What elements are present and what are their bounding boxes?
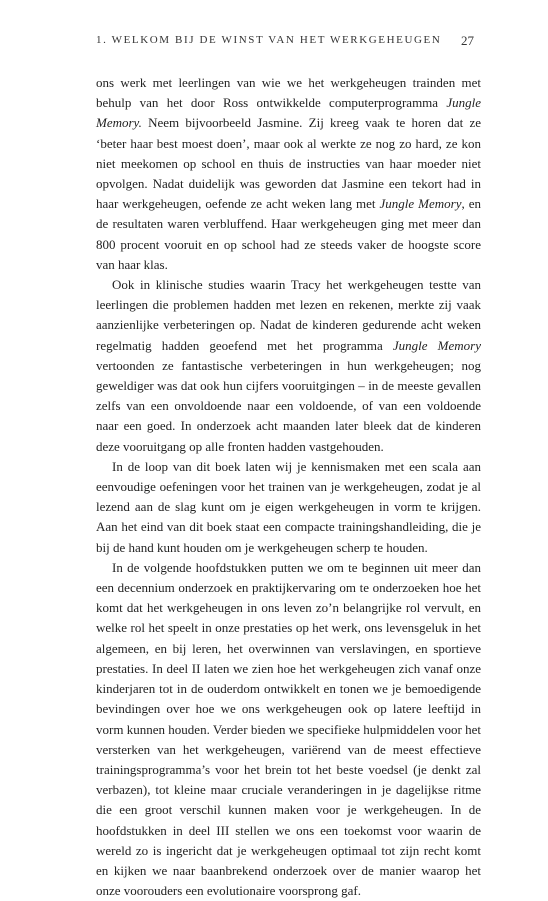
body-text (96, 73, 481, 901)
italic-title: Jungle Memory (379, 196, 462, 212)
italic-title: Jungle Memory (392, 337, 481, 353)
paragraph: In de loop van dit boek laten wij je kennismaken met een scala aan eenvoudige oefeningen voor het trainen van je werkgeheugen, zodat je al lezend aan de slag kunt om je eigen werkgeheugen in vorm te krijgen. Aan het eind van dit boek staat een compacte trainingshandleiding, die je bij de hand kunt houden om je werkgeheugen scherp te houden. (96, 458, 481, 555)
paragraph: In de volgende hoofdstukken putten we om te beginnen uit meer dan een decennium onderzoek en praktijkervaring om te onderzoeken hoe het komt dat het werkgeheugen in ons leven zo’n belangrijke rol vervult, en welke rol het speelt in onze prestaties op het werk, ons levensgeluk in het algemeen, en bij leren, het overwinnen van verslavingen, en sportieve prestaties. In deel II laten we zien hoe het werkgeheugen zich vanaf onze kinderjaren tot in de ouderdom ontwikkelt en tonen we je bemoedigende bevindingen over hoe we ons werkgeheugen ook op latere leeftijd in vorm kunnen houden. Verder bieden we specifieke hulpmiddelen voor het versterken van het werkgeheugen, variërend van de meest effectieve trainingsprogramma’s voor het brein tot het beste voedsel (je denkt zal verbazen), tot kleine maar cruciale veranderingen in je dagelijkse ritme die een groot verschil kunnen maken voor je werkgeheugen. In de hoofdstukken in deel III stellen we ons een toekomst voor waarin de wereld zo is ingericht dat je werkgeheugen optimaal tot zijn recht komt en kijken we naar baanbrekend onderzoek over de manier waarop het onze voorouders een evolutionaire voorsprong gaf. (96, 559, 481, 899)
italic-title: Jungle Memory. (96, 95, 481, 131)
page-number: 27 (461, 33, 474, 48)
paragraph: Ook in klinische studies waarin Tracy het werkgeheugen testte van leerlingen die problemen hadden met lezen en rekenen, merkte zij vaak aanzienlijke verbeteringen op. Nadat de kinderen gedurende acht weken regelmatig hadden geoefend met het programma Jungle Memory vertoonden ze fantastische verbeteringen in hun werkgeheugen; nog geweldiger was dat ook hun cijfers vooruitgingen – in de meeste gevallen zelfs van een onvoldoende naar een voldoende, of van een voldoende naar een goed. In onderzoek acht maanden later bleek dat de kinderen deze vooruitgang op alle fronten hadden vastgehouden. (96, 277, 481, 454)
paragraph: ons werk met leerlingen van wie we het werkgeheugen trainden met behulp van het door Ross ontwikkelde computerprogramma Jungle Memory. Neem bijvoorbeeld Jasmine. Zij kreeg vaak te horen dat ze ‘beter haar best moest doen’, maar ook al werkte ze nog zo hard, ze kon niet meekomen op school en thuis de instructies van haar moeder niet opvolgen. Nadat duidelijk was geworden dat Jasmine een tekort had in haar werkgeheugen, oefende ze acht weken lang met Jungle Memory, en de resultaten waren verbluffend. Haar werkgeheugen ging met meer dan 800 procent vooruit en op school had ze steeds vaker de hoogste score van haar klas. (96, 75, 481, 272)
running-head (96, 34, 474, 50)
chapter-title: 1. WELKOM BIJ DE WINST VAN HET WERKGEHEUGEN (96, 34, 442, 46)
